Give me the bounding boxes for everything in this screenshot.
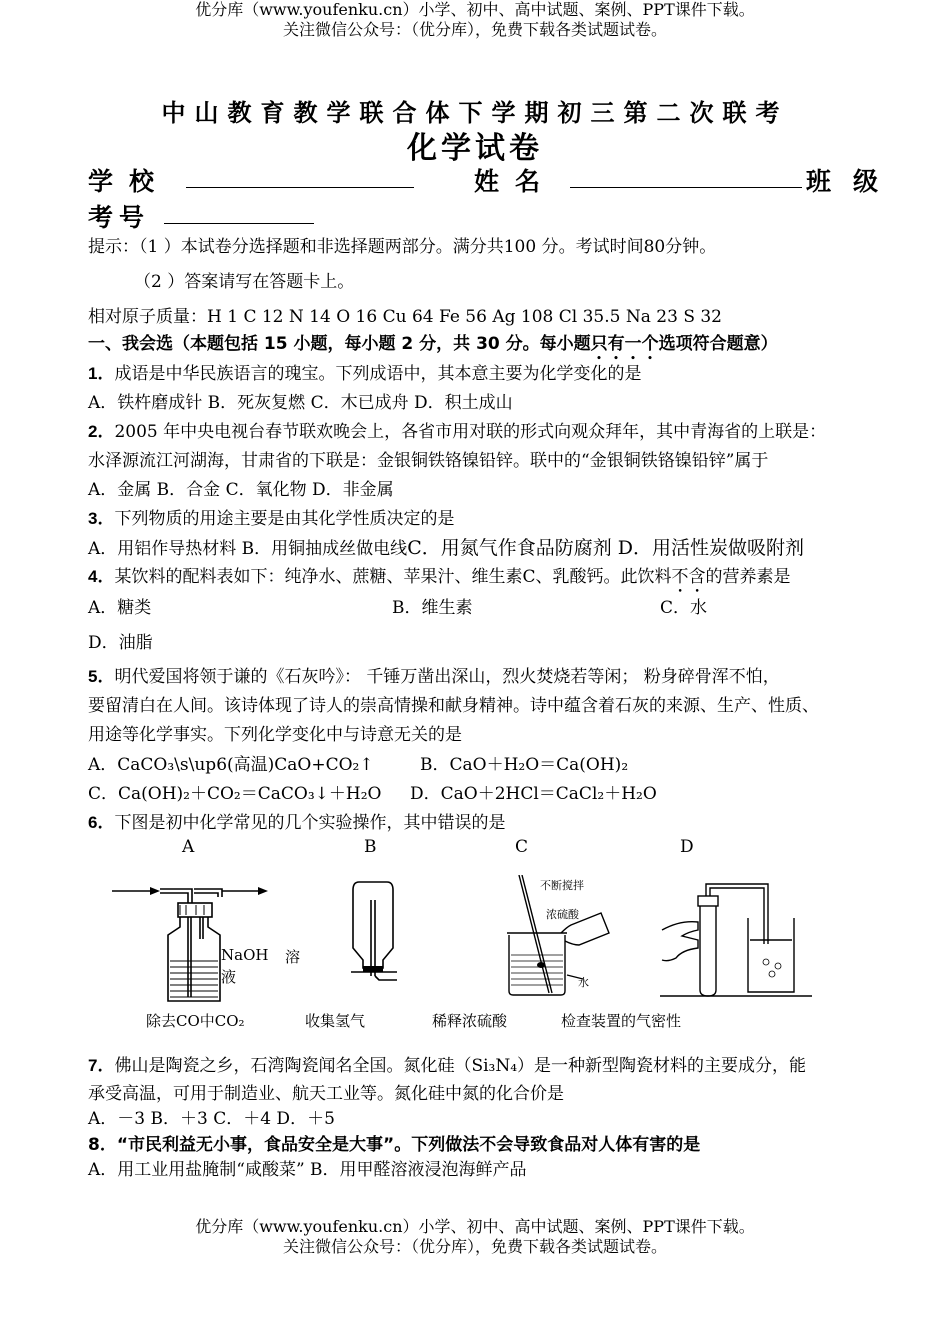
q5-stem-2: 要留清白在人间。该诗体现了诗人的崇高情操和献身精神。诗中蕴含着石灰的来源、生产、性质、 [88, 696, 819, 716]
q6-label-a: A [182, 837, 195, 857]
q7-options: A．－3 B．＋3 C．＋4 D．＋5 [88, 1109, 335, 1129]
q4-option-a: A．糖类 [88, 598, 152, 618]
exam-title: 中山教育教学联合体下学期初三第二次联考 [161, 99, 789, 127]
q6-caption-a: 除去CO中CO₂ [146, 1012, 245, 1030]
footer-line-1: 优分库（www.youfenku.cn）小学、初中、高中试题、案例、PPT课件下载。 [195, 1217, 755, 1236]
q6-caption-b: 收集氢气 [305, 1012, 366, 1030]
figure-d-airtightness [660, 880, 820, 1000]
header-line-1: 优分库（www.youfenku.cn）小学、初中、高中试题、案例、PPT课件下载。 [195, 0, 755, 19]
q5-stem-3: 用途等化学事实。下列化学变化中与诗意无关的是 [88, 725, 462, 745]
q5-option-b: B．CaO＋H₂O＝Ca(OH)₂ [420, 755, 629, 775]
q1-options: A．铁杵磨成针 B．死灰复燃 C．木已成舟 D．积土成山 [88, 393, 513, 413]
q8-options: A．用工业用盐腌制“咸酸菜” B．用甲醛溶液浸泡海鲜产品 [88, 1160, 527, 1180]
q6-label-b: B [364, 837, 377, 857]
q7-stem-2: 承受高温，可用于制造业、航天工业等。氮化硅中氮的化合价是 [88, 1084, 564, 1104]
q6-label-d: D [680, 837, 694, 857]
q2-stem-2: 水泽源流江河湖海，甘肃省的下联是：金银铜铁铬镍铅锌。联中的“金银铜铁铬镍铅锌”属于 [88, 451, 769, 471]
q6-naoh-label-2: 溶 [285, 948, 301, 966]
exam-subtitle: 化学试卷 [407, 131, 543, 166]
q6-label-c: C [515, 837, 529, 857]
tip-1: 提示：（1 ）本试卷分选择题和非选择题两部分。满分共100 分。考试时间80分钟。 [88, 237, 717, 257]
q6-water-label: 水 [578, 976, 589, 989]
figure-b-gas-collection [345, 880, 405, 990]
q6-caption-d: 检查装置的气密性 [561, 1012, 682, 1030]
footer-line-2: 关注微信公众号：（优分库），免费下载各类试题试卷。 [282, 1237, 667, 1256]
q5-stem-1: 5．明代爱国将领于谦的《石灰吟》： 千锤万凿出深山，烈火焚烧若等闲； 粉身碎骨浑不怕， [88, 667, 780, 687]
q1-stem: 1．成语是中华民族语言的瑰宝。下列成语中，其本意主要为化学变化的是 [88, 364, 642, 384]
q4-option-b: B．维生素 [392, 598, 473, 618]
tip-2: （2 ）答案请写在答题卡上。 [134, 272, 355, 292]
q4-stem: 4．某饮料的配料表如下：纯净水、蔗糖、苹果汁、维生素C、乳酸钙。此饮料不含的营养素是 [88, 567, 791, 587]
section-1-title: 一、我会选（本题包括 15 小题，每小题 2 分，共 30 分。每小题只有一个选项符合题意） [88, 334, 778, 354]
exam-no-label: 考号 [88, 203, 151, 232]
q5-option-d: D．CaO＋2HCl＝CaCl₂＋H₂O [410, 784, 657, 804]
exam-no-blank [164, 223, 314, 224]
figure-a-washing-bottle [110, 875, 310, 1010]
figure-c-dilution [505, 875, 620, 1000]
school-blank [186, 187, 414, 188]
q3-options: A．用铝作导热材料 B．用铜抽成丝做电线C．用氮气作食品防腐剂 D．用活性炭做吸附剂 [88, 537, 804, 559]
q5-option-c: C．Ca(OH)₂＋CO₂＝CaCO₃↓＋H₂O [88, 784, 382, 804]
school-label: 学校 [88, 167, 171, 196]
name-label: 姓名 [474, 167, 557, 196]
header-line-2: 关注微信公众号：（优分库），免费下载各类试题试卷。 [282, 20, 667, 39]
q7-stem-1: 7．佛山是陶瓷之乡，石湾陶瓷闻名全国。氮化硅（Si₃N₄）是一种新型陶瓷材料的主要成分，能 [88, 1056, 807, 1076]
q6-naoh-label: NaOH [221, 946, 269, 964]
q6-stir-label: 不断搅拌 [540, 879, 584, 892]
q6-stem: 6．下图是初中化学常见的几个实验操作，其中错误的是 [88, 813, 506, 833]
q3-stem: 3．下列物质的用途主要是由其化学性质决定的是 [88, 509, 455, 529]
q2-stem-1: 2．2005 年中央电视台春节联欢晚会上，各省市用对联的形式向观众拜年，其中青海省的上联是： [88, 422, 827, 442]
q5-option-a: A．CaCO₃\s\up6(高温)CaO+CO₂↑ [88, 755, 374, 775]
q8-stem: 8．“市民利益无小事，食品安全是大事”。下列做法不会导致食品对人体有害的是 [88, 1135, 701, 1155]
q2-options: A．金属 B．合金 C．氧化物 D．非金属 [88, 480, 394, 500]
q6-acid-label: 浓硫酸 [546, 908, 579, 921]
q4-option-c: C．水 [660, 598, 708, 618]
q6-caption-c: 稀释浓硫酸 [432, 1012, 508, 1030]
class-label: 班级 [806, 167, 901, 196]
q4-option-d: D．油脂 [88, 633, 153, 653]
name-blank [570, 187, 802, 188]
atomic-mass: 相对原子质量：H 1 C 12 N 14 O 16 Cu 64 Fe 56 Ag 108 Cl 35.5 Na 23 S 32 [88, 307, 722, 327]
q6-naoh-label-3: 液 [221, 968, 237, 986]
